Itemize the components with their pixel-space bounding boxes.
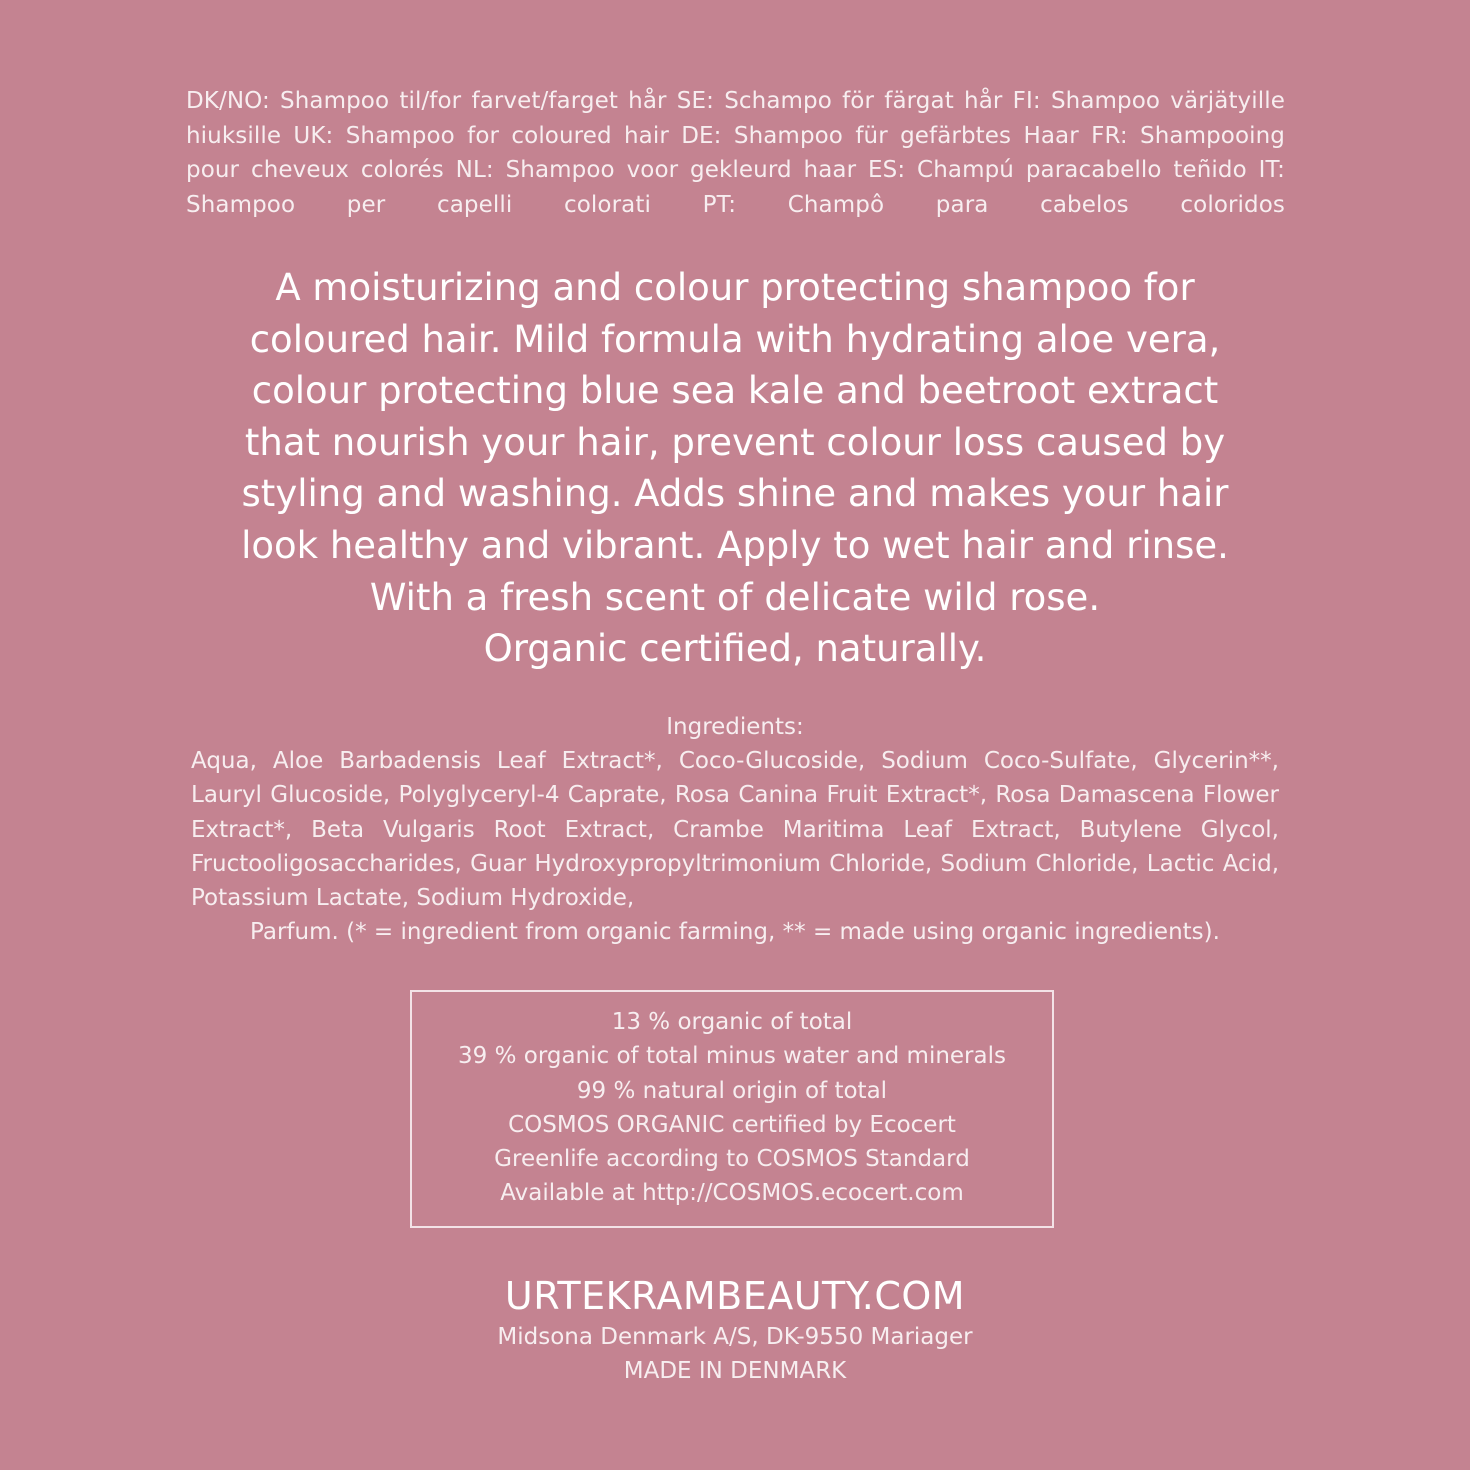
certification-line: 99 % natural origin of total xyxy=(576,1077,888,1104)
description-line: colour protecting blue sea kale and beetroot extract xyxy=(251,369,1219,413)
product-description xyxy=(160,262,1310,675)
website: URTEKRAMBEAUTY.COM xyxy=(504,1274,966,1318)
description-line: With a fresh scent of delicate wild rose. xyxy=(369,575,1101,619)
certification-line: Greenlife according to COSMOS Standard xyxy=(494,1146,970,1173)
ingredients-heading: Ingredients: xyxy=(666,714,804,740)
description-line: A moisturizing and colour protecting shampoo for xyxy=(275,266,1195,309)
ingredients-footnote: Parfum. (* = ingredient from organic farming, ** = made using organic ingredients). xyxy=(250,919,1220,946)
description-line: look healthy and vibrant. Apply to wet hair and rinse. xyxy=(241,523,1229,567)
footer xyxy=(0,1272,1470,1388)
description-line: coloured hair. Mild formula with hydrating aloe vera, xyxy=(249,317,1221,361)
certification-box xyxy=(410,990,1054,1228)
description-line: that nourish your hair, prevent colour loss caused by xyxy=(244,420,1226,464)
description-line: Organic certified, naturally. xyxy=(483,627,987,671)
certification-line: 39 % organic of total minus water and minerals xyxy=(458,1043,1006,1070)
manufacturer-address: Midsona Denmark A/S, DK-9550 Mariager xyxy=(497,1324,973,1350)
ingredients-list xyxy=(191,744,1279,950)
country-of-origin: MADE IN DENMARK xyxy=(623,1358,847,1384)
certification-list xyxy=(412,992,1052,1211)
certification-line: Available at http://COSMOS.ecocert.com xyxy=(500,1180,964,1207)
certification-line: 13 % organic of total xyxy=(611,1009,853,1035)
ingredients-body: Aqua, Aloe Barbadensis Leaf Extract*, Coco-Glucoside, Sodium Coco-Sulfate, Glycerin**, Lauryl Glucoside, Polyglyceryl-4 Caprate, Rosa Canina Fruit Extract*, Rosa Damascena Flower Extract*, Beta Vulgaris Root Extract, Crambe Maritima Leaf Extract, Butylene Glycol, Fructooligosaccharides, Guar Hydroxypropyltrimonium Chloride, Sodium Chloride, Lactic Acid, Potassium Lactate, Sodium Hydroxide, xyxy=(191,748,1279,912)
product-name-translations: DK/NO: Shampoo til/for farvet/farget hår SE: Schampo för färgat hår FI: Shampoo värjätyille hiuksille UK: Shampoo for coloured hair DE: Shampoo für gefärbtes Haar FR: Shampooing pour cheveux colorés NL: Shampoo voor gekleurd haar ES: Champú paracabello teñido IT: Shampoo per capelli colorati PT: Champô para cabelos coloridos xyxy=(186,88,1285,218)
certification-line: COSMOS ORGANIC certified by Ecocert xyxy=(508,1111,956,1138)
description-line: styling and washing. Adds shine and makes your hair xyxy=(241,472,1229,516)
